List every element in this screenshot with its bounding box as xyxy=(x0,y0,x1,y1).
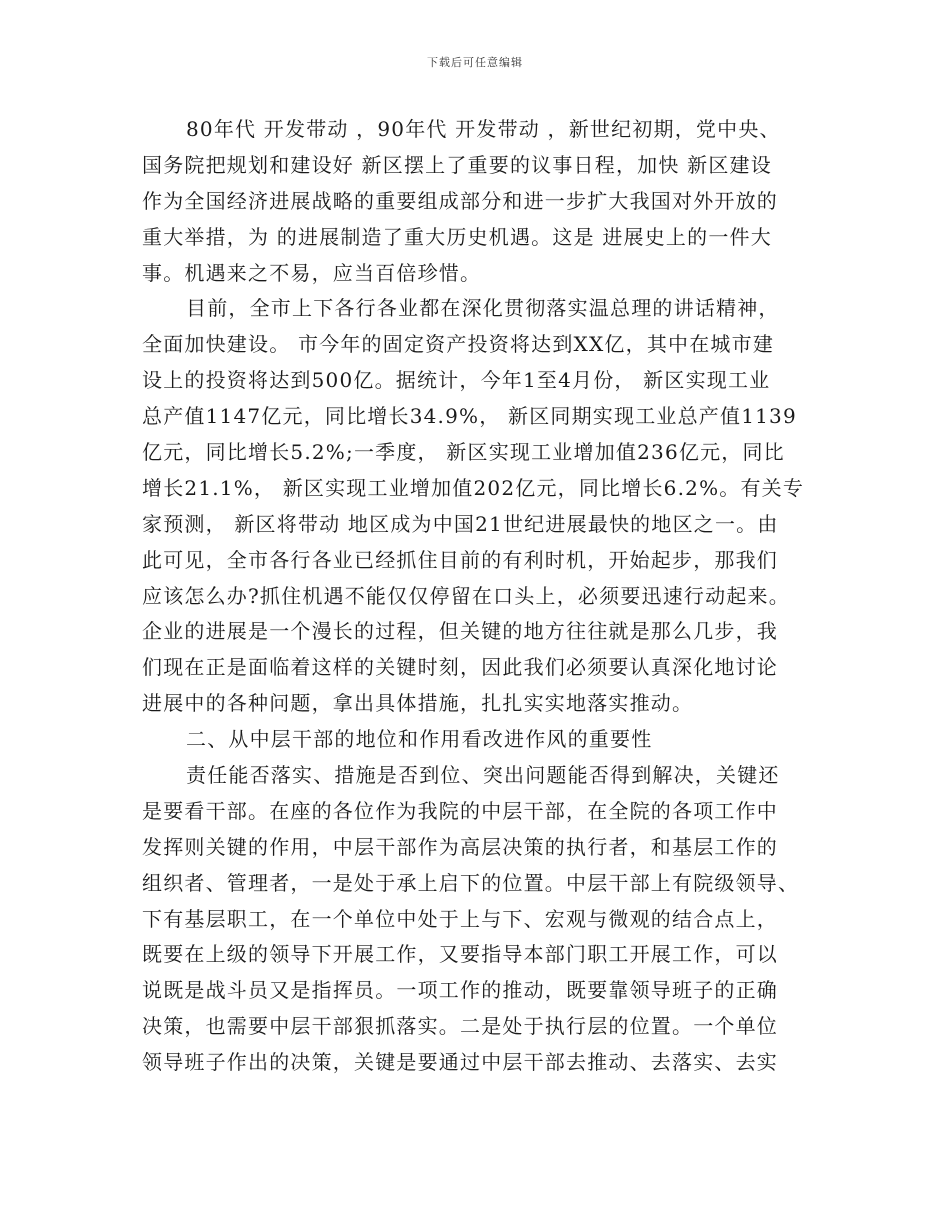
paragraph-line: 是要看干部。在座的各位作为我院的中层干部，在全院的各项工作中 xyxy=(142,798,778,823)
paragraph-line: 家预测， 新区将带动 地区成为中国21世纪进展最快的地区之一。由 xyxy=(142,511,779,536)
document-body xyxy=(142,112,822,1081)
paragraph-line: 80年代 开发带动 ，90年代 开发带动 ，新世纪初期，党中央、 xyxy=(186,117,781,141)
paragraph-line: 此可见，全市各行各业已经抓住目前的有利时机，开始起步，那我们 xyxy=(142,547,778,572)
paragraph-line: 责任能否落实、措施是否到位、突出问题能否得到解决，关键还 xyxy=(186,763,780,788)
paragraph-line: 设上的投资将达到500亿。据统计，今年1至4月份， 新区实现工业 xyxy=(142,368,771,393)
paragraph-line: 亿元，同比增长5.2%;一季度， 新区实现工业增加值236亿元，同比 xyxy=(142,440,785,465)
paragraph-line: 下有基层职工，在一个单位中处于上与下、宏观与微观的结合点上， xyxy=(142,906,778,931)
paragraph-line: 既要在上级的领导下开展工作，又要指导本部门职工开展工作，可以 xyxy=(142,942,778,967)
paragraph-line: 总产值1147亿元，同比增长34.9%， 新区同期实现工业总产值1139 xyxy=(142,404,797,429)
paragraph-line: 重大举措，为 的进展制造了重大历史机遇。这是 进展史上的一件大 xyxy=(142,224,772,249)
paragraph-line: 组织者、管理者，一是处于承上启下的位置。中层干部上有院级领导、 xyxy=(142,870,800,895)
paragraph-line: 们现在正是面临着这样的关键时刻，因此我们必须要认真深化地讨论 xyxy=(142,655,778,680)
paragraph-line: 目前，全市上下各行各业都在深化贯彻落实温总理的讲话精神， xyxy=(186,296,780,321)
section-heading: 二、从中层干部的地位和作用看改进作风的重要性 xyxy=(186,727,653,752)
paragraph-line: 发挥则关键的作用，中层干部作为高层决策的执行者，和基层工作的 xyxy=(142,834,778,859)
paragraph-line: 说既是战斗员又是指挥员。一项工作的推动，既要靠领导班子的正确 xyxy=(142,978,778,1003)
paragraph-line: 企业的进展是一个漫长的过程，但关键的地方往往就是那么几步，我 xyxy=(142,619,778,644)
paragraph-line: 全面加快建设。 市今年的固定资产投资将达到XX亿，其中在城市建 xyxy=(142,332,775,357)
paragraph-line: 增长21.1%， 新区实现工业增加值202亿元，同比增长6.2%。有关专 xyxy=(142,475,805,500)
paragraph-line: 领导班子作出的决策，关键是要通过中层干部去推动、去落实、去实 xyxy=(142,1050,778,1075)
paragraph-line: 进展中的各种问题，拿出具体措施，扎扎实实地落实推动。 xyxy=(142,691,694,716)
paragraph-line: 决策，也需要中层干部狠抓落实。二是处于执行层的位置。一个单位 xyxy=(142,1014,778,1039)
paragraph-line: 事。机遇来之不易，应当百倍珍惜。 xyxy=(142,260,482,285)
paragraph-line: 作为全国经济进展战略的重要组成部分和进一步扩大我国对外开放的 xyxy=(142,188,778,213)
page-header: 下载后可任意编辑 xyxy=(427,56,523,69)
paragraph-line: 国务院把规划和建设好 新区摆上了重要的议事日程，加快 新区建设 xyxy=(142,152,772,177)
paragraph-line: 应该怎么办?抓住机遇不能仅仅停留在口头上，必须要迅速行动起来。 xyxy=(142,583,790,608)
